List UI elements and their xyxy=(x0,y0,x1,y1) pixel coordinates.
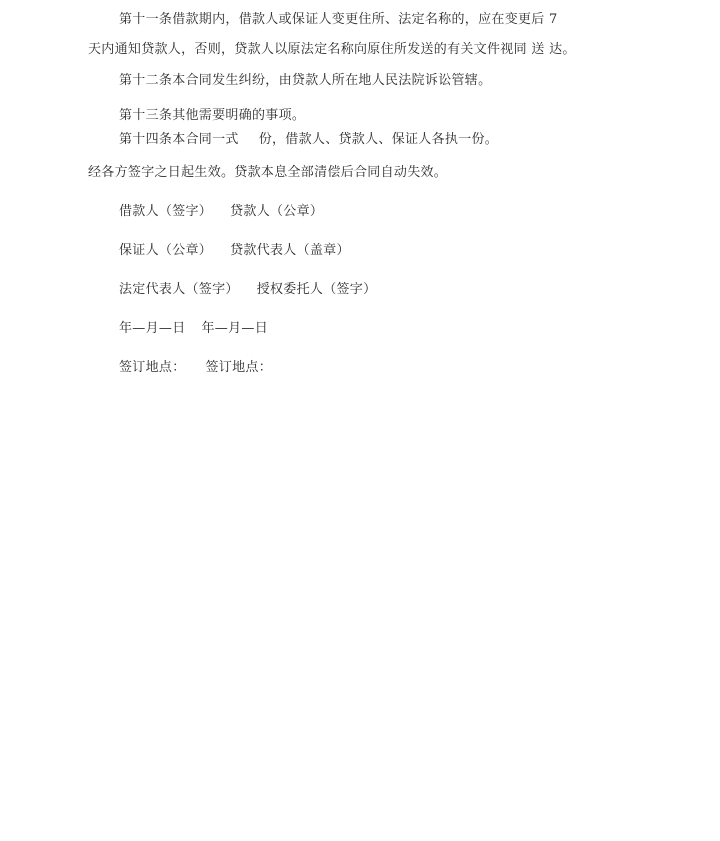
legal-representative-label: 法定代表人（签字） xyxy=(119,282,239,297)
clause-12: 第十二条本合同发生纠纷，由贷款人所在地人民法院诉讼管辖。 xyxy=(119,73,492,88)
signature-row-1 xyxy=(119,204,323,220)
signature-row-3 xyxy=(119,282,376,298)
signing-place-right: 签订地点： xyxy=(205,360,273,375)
guarantor-seal-label: 保证人（公章） xyxy=(119,243,213,258)
clause-14-text-a: 第十四条本合同一式 xyxy=(119,132,239,147)
signature-row-4 xyxy=(119,321,268,337)
clause-13: 第十三条其他需要明确的事项。 xyxy=(119,108,306,123)
date-left: 年—月—日 xyxy=(119,321,186,336)
date-right: 年—月—日 xyxy=(201,321,268,336)
clause-14-line-2: 经各方签字之日起生效。贷款本息全部清偿后合同自动失效。 xyxy=(88,165,448,180)
authorized-agent-label: 授权委托人（签字） xyxy=(256,282,377,297)
clause-14-line-1 xyxy=(119,132,498,148)
clause-11-line-1: 第十一条借款期内，借款人或保证人变更住所、法定名称的，应在变更后 7 xyxy=(119,12,558,27)
signing-place-left: 签订地点： xyxy=(119,360,186,375)
clause-11-line-2: 天内通知贷款人，否则，贷款人以原法定名称向原住所发送的有关文件视同 送 达。 xyxy=(88,42,576,57)
lender-seal-label: 贷款人（公章） xyxy=(230,204,324,219)
borrower-signature-label: 借款人（签字） xyxy=(119,204,213,219)
clause-14-text-b: 份，借款人、贷款人、保证人各执一份。 xyxy=(258,132,499,147)
signature-row-2 xyxy=(119,243,350,259)
lender-representative-label: 贷款代表人（盖章） xyxy=(230,243,350,258)
signature-row-5 xyxy=(119,360,272,376)
